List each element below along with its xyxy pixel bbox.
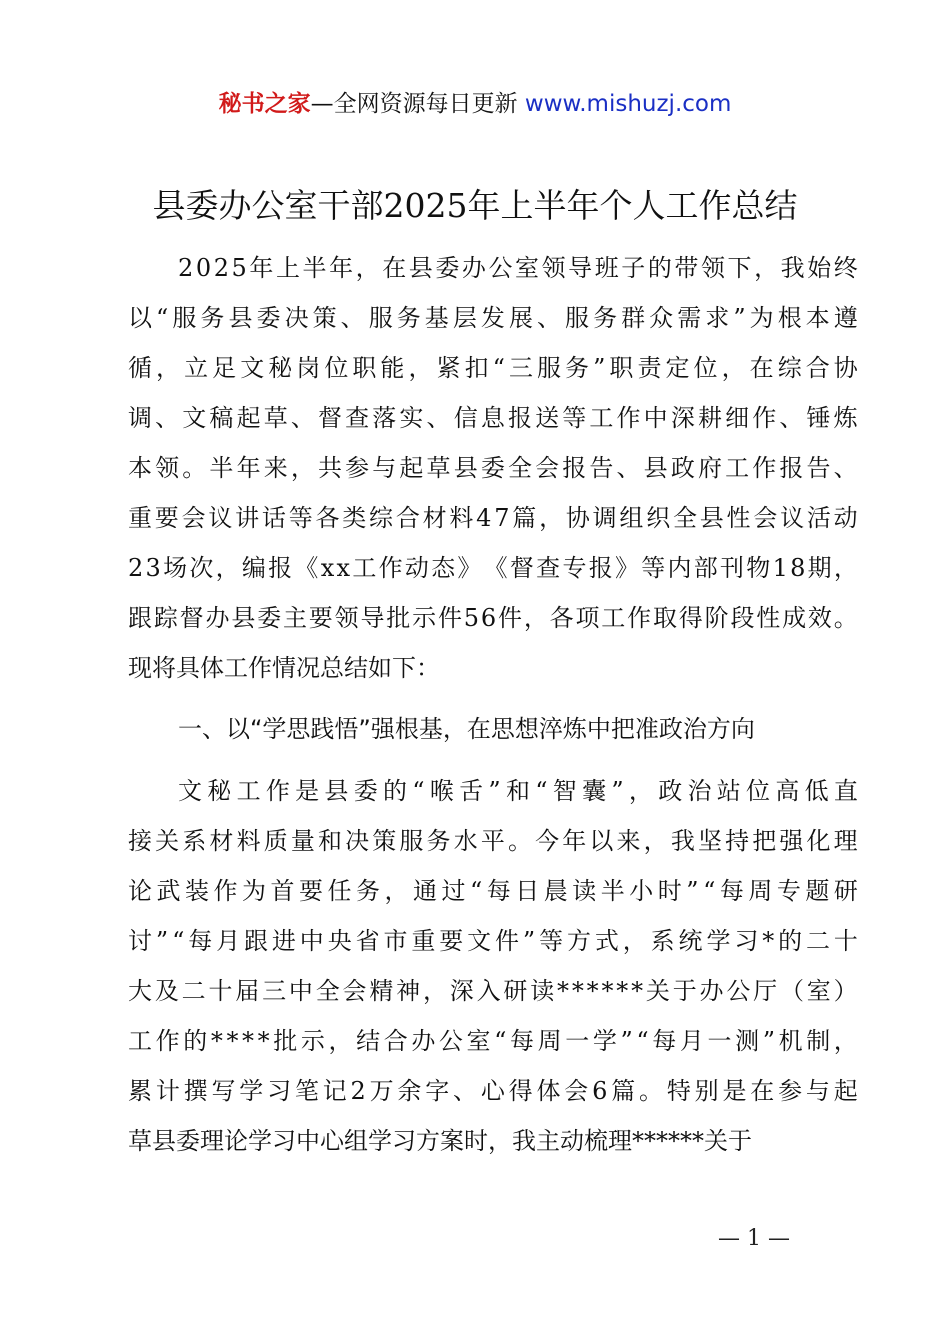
paragraph-line: 大 及 二 十 届 三 中 全 会 精 神 ， 深 入 研 读 * * * * * * 关 于 办 公 厅 （ 室 ） bbox=[128, 977, 858, 1005]
paragraph-line: 现将具体工作情况总结如下： bbox=[128, 654, 440, 682]
paragraph-line: 2 3 场 次 ， 编 报 《 x x 工 作 动 态 》 《 督 查 专 报 》 等 内 部 刊 物 1 8 期 ， bbox=[128, 554, 858, 582]
paragraph-line: 调 、 文 稿 起 草 、 督 查 落 实 、 信 息 报 送 等 工 作 中 深 耕 细 作 、 锤 炼 bbox=[128, 404, 858, 432]
paragraph-line: 累 计 撰 写 学 习 笔 记 2 万 余 字 、 心 得 体 会 6 篇 。 特 别 是 在 参 与 起 bbox=[128, 1077, 858, 1105]
paragraph-line: 2 0 2 5 年 上 半 年 ， 在 县 委 办 公 室 领 导 班 子 的 带 领 下 ， 我 始 终 bbox=[178, 254, 858, 282]
paragraph-line: 工 作 的 * * * * 批 示 ， 结 合 办 公 室 “ 每 周 一 学 ” “ 每 月 一 测 ” 机 制 ， bbox=[128, 1027, 858, 1055]
site-slogan: —全网资源每日更新 bbox=[310, 91, 525, 117]
site-url-link[interactable]: www.mishuzj.com bbox=[524, 91, 732, 117]
paragraph-line: 接 关 系 材 料 质 量 和 决 策 服 务 水 平 。 今 年 以 来 ， 我 坚 持 把 强 化 理 bbox=[128, 827, 858, 855]
document-title: 县委办公室干部2025年上半年个人工作总结 bbox=[152, 186, 798, 225]
paragraph-line: 讨 ” “ 每 月 跟 进 中 央 省 市 重 要 文 件 ” 等 方 式 ， 系 统 学 习 * 的 二 十 bbox=[128, 927, 858, 955]
page-number: — 1 — bbox=[718, 1226, 790, 1251]
paragraph-line: 重 要 会 议 讲 话 等 各 类 综 合 材 料 4 7 篇 ， 协 调 组 织 全 县 性 会 议 活 动 bbox=[128, 504, 858, 532]
paragraph-line: 跟 踪 督 办 县 委 主 要 领 导 批 示 件 5 6 件 ， 各 项 工 作 取 得 阶 段 性 成 效 。 bbox=[128, 604, 858, 632]
paragraph-line: 本 领 。 半 年 来 ， 共 参 与 起 草 县 委 全 会 报 告 、 县 政 府 工 作 报 告 、 bbox=[128, 454, 858, 482]
paragraph-line: 草县委理论学习中心组学习方案时，我主动梳理******关于 bbox=[128, 1127, 752, 1155]
site-banner bbox=[0, 86, 950, 122]
paragraph-line: 论 武 装 作 为 首 要 任 务 ， 通 过 “ 每 日 晨 读 半 小 时 ” “ 每 周 专 题 研 bbox=[128, 877, 858, 905]
paragraph-line: 循 ， 立 足 文 秘 岗 位 职 能 ， 紧 扣 “ 三 服 务 ” 职 责 定 位 ， 在 综 合 协 bbox=[128, 354, 858, 382]
paragraph-line: 文 秘 工 作 是 县 委 的 “ 喉 舌 ” 和 “ 智 囊 ” ， 政 治 站 位 高 低 直 bbox=[178, 777, 858, 805]
section-heading-1: 一、以“学思践悟”强根基，在思想淬炼中把准政治方向 bbox=[178, 715, 755, 743]
site-brand: 秘书之家 bbox=[218, 91, 311, 117]
paragraph-line: 以 “ 服 务 县 委 决 策 、 服 务 基 层 发 展 、 服 务 群 众 需 求 ” 为 根 本 遵 bbox=[128, 304, 858, 332]
